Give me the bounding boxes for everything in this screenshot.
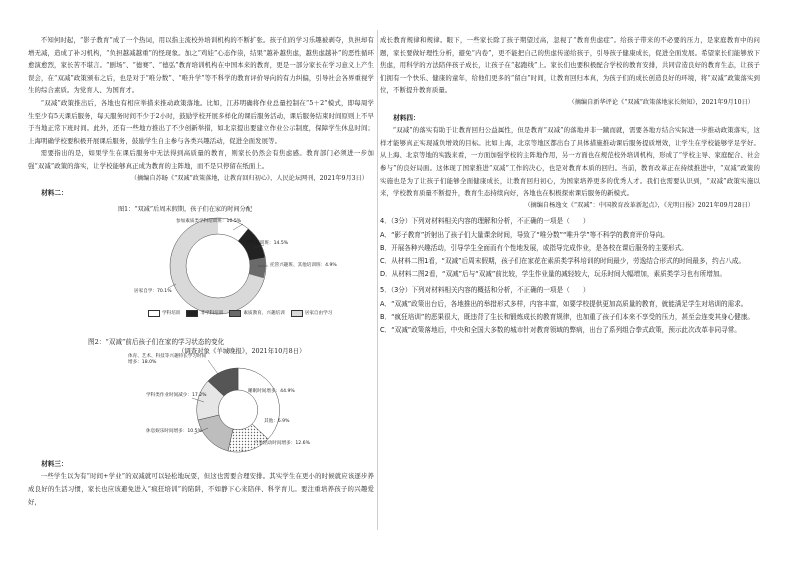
question-4-stem: 4．（3分）下列对材料相关内容的理解和分析，不正确的一项是（ ） — [380, 217, 590, 226]
legend-item: 素质教育、兴趣培训 — [229, 310, 284, 317]
material-4-paragraph: “双减”的落实有助于让教育回归公益属性，但是教育“双减”的落地并非一蹴而就，需要各地方结合实际进一步推动政策落实，这样才能够真正实现减负增效的目标。比如上海，北京等地区都出台了具体措施推动课后服务提质增效，让学生在学校能够学足学好。从上海、北京等地的实践来看，一方面加强学校的主阵地作用，另一方面也在规范校外培训机构，形成了“学校主导、家庭配合、社会参与”的良好局面。这体现了国家推进“双减”工作的决心，也是对教育本质的回归。当前，教育改革正在持续推进中，“双减”政策的实施也是为了让孩子们能够全面健康成长，让教育回归初心，为国家培养更多的优秀人才。我们也需要认识到，“双减”政策实施以来，学校教育质量不断提升，教育生态持续向好，各地也在积极探索课后服务的新模式。 — [380, 126, 760, 198]
donut-segment-quality-training — [218, 226, 243, 235]
figure-2-label-0: 体育、艺术、科技等兴趣特长学习时间增多：18.0% — [128, 353, 207, 365]
column-divider — [377, 30, 378, 530]
figure-2-source: （调查对象《羊城晚报》，2021年10月8日） — [178, 346, 306, 355]
question-5-option-c[interactable]: C．“双减”政策落地后，中央和全国大多数的城市针对教育领域的弊病，出台了系列组合拳式政策，预示此次改革非同寻常。 — [380, 325, 741, 334]
legend-item: 居家自由学习 — [291, 310, 333, 317]
material-1-citation: （摘编自苏旸《“双减”政策落地，让教育回归初心》，人民论坛网刊，2021年9月3日） — [130, 174, 368, 182]
figure-2-label-3: 户外活动时间增多：12.6% — [254, 440, 310, 446]
right-column — [380, 34, 760, 337]
left-column — [28, 34, 374, 508]
figure-1-label-0: 参加素质类学科培训班：10.5% — [176, 218, 242, 224]
figure-1-label-3: 居家自学：70.1% — [134, 288, 172, 294]
material-3-paragraph: 一些学生以为有“时间+学业”的双减就可以轻松地玩耍，但这也需要合理安排。其实学生在更小的时候就应该逐步养成良好的生活习惯，家长也应该避免进入“疯狂培训”的陷阱，不如静下心来陪伴、科学育儿。要注重培养孩子的兴趣爱好， — [28, 472, 374, 506]
figure-2-donut-chart — [28, 336, 374, 456]
segment-sleep — [238, 368, 280, 439]
question-4-option-d[interactable]: D．从材料二图2看，“双减”后与“双减”前比较，学生作业量的减轻较大，玩乐时间大幅增加，素质类学习也有所增加。 — [380, 270, 727, 279]
material-1-paragraph-3: 需要指出的是，如果学生在课后服务中无法得到高质量的教育，则家长仍然会有焦虑感。教育部门必须进一步加强“双减”政策的落实，让学校能够真正成为教育的主阵地，而不是只停留在纸面上。 — [28, 149, 374, 170]
material-1-paragraph-1: 不知何时起，“影子教育”成了一个热词，用以指主流校外培训机构的不断扩张。孩子们的学习乐趣被剥夺，负担却有增无减，造成了补习机构，“负担越减越重”的怪现象。加之“鸡娃”心态作祟，结果“越补越焦虑，越焦虑越补”的恶性循环愈演愈烈，家长苦不堪言。“剧场”、“德赛”、“德弘”教育培训机构在中国本来的教育，更是一部分家长在学习意义上产生误会，在“双减”政策颁布之后，也是对于“唯分数”、“唯升学”等不科学的教育评价导向的有力纠偏，引导社会各界重视学生的综合素质。为党育人、为国育才。 — [28, 36, 374, 95]
figure-2-title: 图2：“双减”前后孩子们在家的学习状态的变化 — [88, 337, 225, 346]
material-1-paragraph-2: “双减”政策推出后，各地也有相应举措来推动政策落地。比如，江苏明确将作业总量控制在“5＋2”模式，即每周学生至少有5天课后服务，每天服务时间不少于2小时，鼓励学校开展多样化的课后服务活动，课后服务结束时间原则上不早于当地正常下班时间。此外，还有一些地方推出了不少创新举措，如北京提出要建立作业公示制度，保障学生休息时间；上海明确学校要积极开展课后服务，鼓励学生自主参与各类兴趣活动，促进全面发展等。 — [28, 98, 374, 145]
question-4-option-c[interactable]: C．从材料二图1看，“双减”后周末假期，孩子们在家花在素质类学科培训的时间最少，劳逸结合形式的时间最多，约占八成。 — [380, 256, 746, 265]
material-3-paragraph-continued: 成长教育规律和规律。眼下，一些家长除了孩子期望过高，忽视了“教育焦虑症”。给孩子带来的不必要的压力，是家庭教育中的问题，家长要做好理性分析，避免“内卷”，更不能把自己的焦虑传递给孩子，引导孩子健康成长，促进全面发展。希望家长们能够放下焦虑，用科学的方法陪伴孩子成长，让孩子在“起跑线”上。家长们也要积极配合学校的教育安排，共同营造良好的教育生态，让孩子们拥有一个快乐、健康的童年，给他们更多的“留白”时间，让教育回归本真，为孩子们的成长创造良好的环境，将“双减”政策落实到位，不断提升教育质量。 — [380, 36, 760, 95]
figure-1-legend — [148, 310, 332, 317]
material-4-citation: （摘编自杨逸文《“双减”：中国教育改革新起点》，《光明日报》2021年09月28日） — [524, 201, 754, 209]
donut-segment-other-training — [256, 259, 257, 276]
question-5-option-a[interactable]: A．“双减”政策出台后，各地推出的举措形式多样，内容丰富，如要学校提供更加高质量的教育，就能满足学生对培训的需求。 — [380, 299, 748, 308]
legend-item: 非学科培训 — [186, 310, 223, 317]
question-5-option-b[interactable]: B．“疯狂培训”的恶果很大，既违背了生长和锻炼成长的教育规律，也加重了孩子们本来不享受的压力，甚至会连变其身心健康。 — [380, 312, 755, 321]
figure-2-label-4: 睡眠时间增多：44.9% — [248, 388, 295, 394]
legend-item: 学科培训 — [148, 310, 180, 317]
question-4-option-a[interactable]: A．“影子教育”折射出了孩子们大量课余时间，导致了“唯分数”“唯升学”等不科学的教育评价导向。 — [380, 230, 669, 239]
segment-rest — [198, 415, 233, 451]
figure-2-label-2: 休息娱乐时间增多：10.5% — [146, 428, 202, 434]
question-5-stem: 5．（3分）下列对材料相关内容的概括和分析，不正确的一项是（ ） — [380, 286, 590, 295]
figure-2-label-1: 学科类作业时间减少：17.2% — [146, 392, 207, 398]
figure-2-label-5: 其他：6.9% — [264, 418, 290, 424]
figure-1-label-2: 托管兴趣班、其他培训班：4.9% — [270, 262, 337, 268]
material-3-citation: （摘编自新华评论《“双减”政策落地家长须知》，2021年9月10日） — [568, 98, 754, 106]
material-3-heading: 材料三： — [41, 459, 68, 468]
material-2-heading: 材料二： — [41, 189, 68, 198]
figure-1-donut-chart — [28, 204, 374, 336]
figure-1-label-1: 学科培训班：14.5% — [246, 240, 289, 246]
question-4-option-b[interactable]: B．开展各种兴趣活动，引导学生全面而有个性地发展，或指导完成作业，是各校在课后服务的主要形式。 — [380, 243, 688, 252]
material-4-heading: 材料四： — [393, 113, 420, 122]
figure-1-title: 图1：“双减”后周末假期，孩子们在家的时间分配 — [118, 205, 253, 213]
